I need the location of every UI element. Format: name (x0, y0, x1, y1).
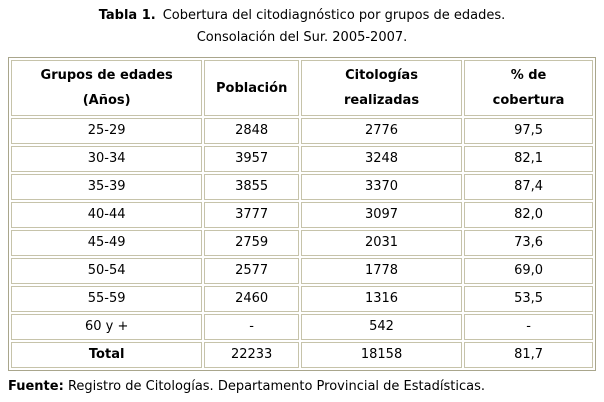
column-header (301, 60, 462, 116)
table-cell: - (464, 314, 593, 340)
table-cell: 69,0 (464, 258, 593, 284)
table-title (8, 5, 596, 49)
table-cell: 60 y + (11, 314, 202, 340)
header-row (11, 60, 593, 116)
table-row (11, 258, 593, 284)
source-note (8, 378, 596, 395)
table-row (11, 202, 593, 228)
coverage-table (8, 57, 596, 371)
table-row (11, 342, 593, 368)
table-cell: 3248 (301, 146, 462, 172)
table-cell: 3855 (204, 174, 299, 200)
table-cell: 3370 (301, 174, 462, 200)
table-cell: - (204, 314, 299, 340)
column-header-line: % de (510, 68, 547, 83)
table-cell: 1316 (301, 286, 462, 312)
column-header (204, 60, 299, 116)
table-cell: 2577 (204, 258, 299, 284)
table-cell: 82,1 (464, 146, 593, 172)
table-cell: 53,5 (464, 286, 593, 312)
table-cell: 2776 (301, 118, 462, 144)
source-text: Registro de Citologías. Departamento Provincial de Estadísticas. (67, 379, 485, 394)
table-cell: 3097 (301, 202, 462, 228)
column-header-line: Citologías (345, 68, 418, 83)
table-row (11, 118, 593, 144)
table-cell: 73,6 (464, 230, 593, 256)
table-body (11, 118, 593, 368)
table-cell: 542 (301, 314, 462, 340)
table-row (11, 314, 593, 340)
table-cell: 2031 (301, 230, 462, 256)
column-header-line: cobertura (492, 93, 565, 108)
table-cell: 30-34 (11, 146, 202, 172)
table-row (11, 230, 593, 256)
column-header (11, 60, 202, 116)
source-label: Fuente: (8, 379, 64, 394)
table-cell: 2460 (204, 286, 299, 312)
title-line-1 (8, 5, 596, 27)
table-cell: 87,4 (464, 174, 593, 200)
title-text: Cobertura del citodiagnóstico por grupos de edades. (162, 8, 506, 23)
table-cell: 3957 (204, 146, 299, 172)
table-cell: 40-44 (11, 202, 202, 228)
table-cell: 18158 (301, 342, 462, 368)
table-row (11, 146, 593, 172)
title-line-2: Consolación del Sur. 2005-2007. (196, 30, 408, 45)
table-cell: 45-49 (11, 230, 202, 256)
table-cell: Total (11, 342, 202, 368)
table-cell: 3777 (204, 202, 299, 228)
table-cell: 55-59 (11, 286, 202, 312)
table-cell: 82,0 (464, 202, 593, 228)
table-cell: 25-29 (11, 118, 202, 144)
table-cell: 22233 (204, 342, 299, 368)
column-header-line: (Años) (82, 93, 131, 108)
title-label: Tabla 1. (98, 8, 156, 23)
column-header-line: Grupos de edades (40, 68, 173, 83)
table-cell: 97,5 (464, 118, 593, 144)
table-cell: 2848 (204, 118, 299, 144)
column-header (464, 60, 593, 116)
table-cell: 50-54 (11, 258, 202, 284)
table-cell: 2759 (204, 230, 299, 256)
table-cell: 81,7 (464, 342, 593, 368)
table-row (11, 174, 593, 200)
table-row (11, 286, 593, 312)
table-cell: 1778 (301, 258, 462, 284)
column-header-line: Población (215, 80, 288, 96)
column-header-line: realizadas (344, 93, 420, 108)
table-cell: 35-39 (11, 174, 202, 200)
